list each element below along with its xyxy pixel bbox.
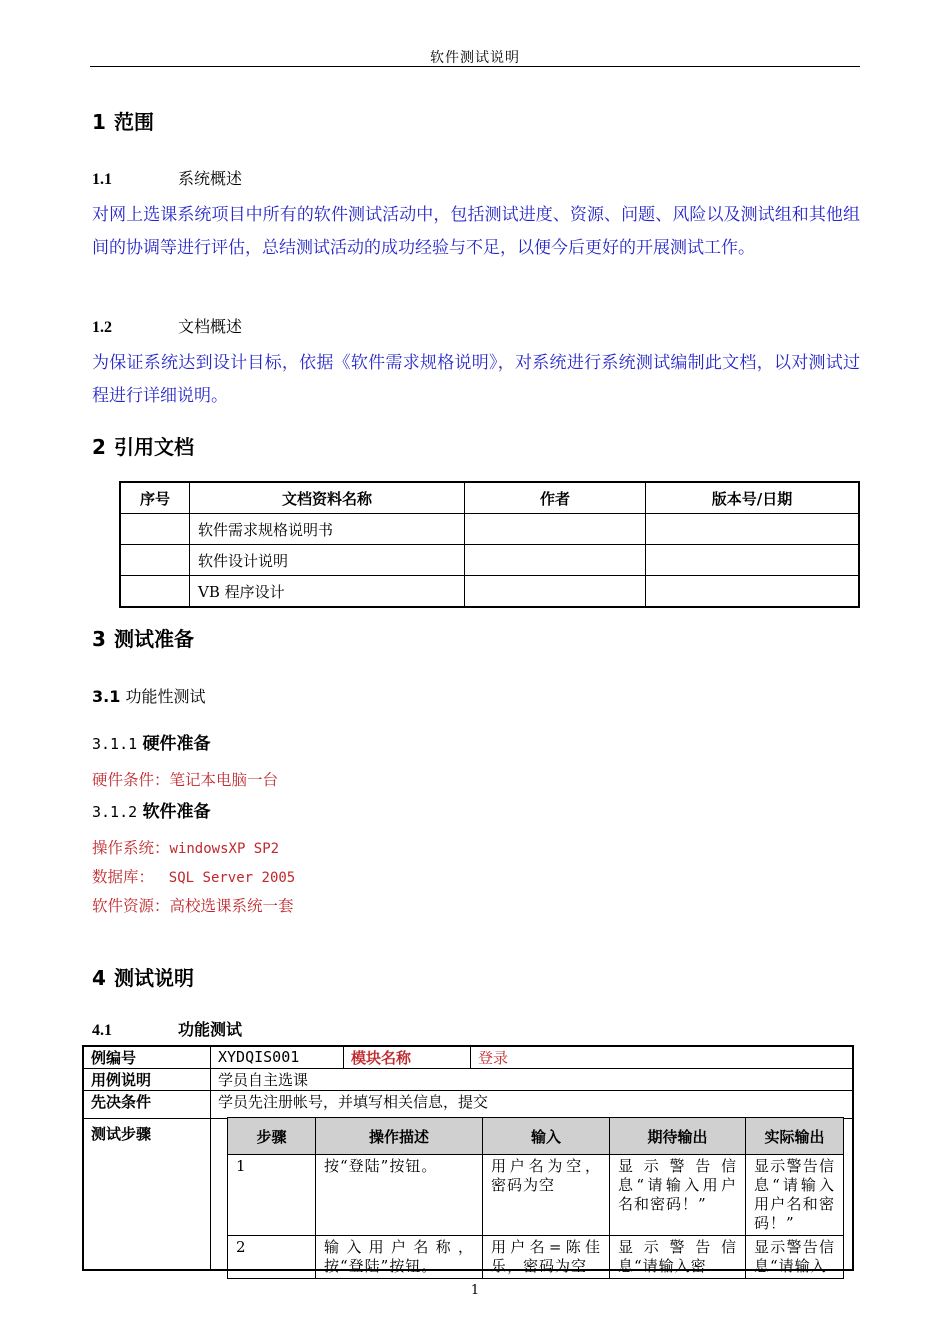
case-id-value: XYDQIS001: [211, 1046, 344, 1069]
case-desc-label: 用例说明: [83, 1069, 211, 1091]
steps-header-row: [228, 1118, 844, 1155]
cell-doc-name: 软件设计说明: [190, 545, 465, 576]
heading-1-number: 1: [92, 110, 106, 134]
step-number: 2: [228, 1236, 316, 1279]
test-steps-table: [227, 1117, 844, 1279]
table-row: [120, 514, 859, 545]
reference-documents-table: [119, 481, 860, 608]
step-number: 1: [228, 1155, 316, 1236]
heading-1-1-number: 1.1: [92, 171, 112, 188]
heading-1: [92, 106, 154, 135]
heading-1-1-title: 系统概述: [178, 169, 243, 188]
step-expected: 显示警告信息“请输入密: [610, 1236, 746, 1279]
col-header-operation: 操作描述: [316, 1118, 483, 1155]
heading-3-1-2-number: 3.1.2: [92, 803, 138, 821]
heading-2: [92, 431, 194, 460]
cell-index: [120, 545, 190, 576]
col-header-input: 输入: [483, 1118, 610, 1155]
os-line: [92, 836, 279, 858]
page-header-title: 软件测试说明: [430, 50, 520, 66]
cell-author: [465, 576, 646, 608]
col-header-doc-name: 文档资料名称: [190, 482, 465, 514]
heading-2-number: 2: [92, 435, 106, 459]
step-actual: 显示警告信息“请输入用户名和密码！”: [746, 1155, 844, 1236]
db-label: 数据库：: [92, 868, 155, 886]
heading-4-1-number: 4.1: [92, 1022, 112, 1039]
col-header-version: 版本号/日期: [646, 482, 860, 514]
os-value: windowsXP SP2: [169, 841, 280, 857]
module-name-label: 模块名称: [344, 1046, 471, 1069]
heading-4-number: 4: [92, 966, 106, 990]
heading-3-number: 3: [92, 627, 106, 651]
step-input: 用户名为空，密码为空: [483, 1155, 610, 1236]
cell-doc-name: 软件需求规格说明书: [190, 514, 465, 545]
heading-4-title: 测试说明: [114, 966, 194, 990]
step-expected: 显示警告信息“请输入用户名和密码！”: [610, 1155, 746, 1236]
module-name-value: 登录: [471, 1046, 854, 1069]
case-desc-row: [83, 1069, 853, 1091]
precondition-value: 学员先注册帐号，并填写相关信息，提交: [211, 1091, 854, 1119]
heading-3-1-title: 功能性测试: [125, 687, 206, 706]
heading-1-title: 范围: [114, 110, 154, 134]
cell-author: [465, 514, 646, 545]
col-header-index: 序号: [120, 482, 190, 514]
col-header-expected: 期待输出: [610, 1118, 746, 1155]
heading-4: [92, 962, 194, 991]
system-overview-text: 对网上选课系统项目中所有的软件测试活动中，包括测试进度、资源、问题、风险以及测试组和其他组间的协调等进行评估，总结测试活动的成功经验与不足，以便今后更好的开展测试工作。: [92, 205, 860, 258]
cell-author: [465, 545, 646, 576]
heading-3-1-number: 3.1: [92, 687, 121, 706]
heading-3-1: [92, 684, 205, 707]
cell-version: [646, 576, 860, 608]
col-header-step: 步骤: [228, 1118, 316, 1155]
header-rule: [90, 66, 860, 67]
heading-1-2-number: 1.2: [92, 319, 112, 336]
step-operation: 输入用户名称，按“登陆”按钮。: [316, 1236, 483, 1279]
heading-3-1-1-title: 硬件准备: [142, 734, 211, 754]
heading-4-1-title: 功能测试: [178, 1020, 243, 1039]
table-row: [120, 576, 859, 608]
col-header-author: 作者: [465, 482, 646, 514]
heading-3-1-2-title: 软件准备: [142, 802, 211, 822]
test-steps-label: 测试步骤: [83, 1119, 211, 1270]
heading-3: [92, 623, 194, 652]
cell-version: [646, 514, 860, 545]
precondition-row: [83, 1091, 853, 1119]
step-operation: 按“登陆”按钮。: [316, 1155, 483, 1236]
cell-version: [646, 545, 860, 576]
db-value: SQL Server 2005: [168, 870, 296, 886]
document-overview-text: 为保证系统达到设计目标，依据《软件需求规格说明》，对系统进行系统测试编制此文档，以对测试过程进行详细说明。: [92, 353, 860, 406]
cell-doc-name: VB 程序设计: [190, 576, 465, 608]
case-id-row: [83, 1046, 853, 1069]
heading-1-2: [92, 314, 242, 337]
heading-3-1-2: [92, 797, 211, 822]
heading-1-1: [92, 166, 242, 189]
table-header-row: [120, 482, 859, 514]
page-number: 1: [470, 1283, 480, 1298]
cell-index: [120, 514, 190, 545]
heading-3-title: 测试准备: [114, 627, 194, 651]
db-line: [92, 865, 295, 887]
case-desc-value: 学员自主选课: [211, 1069, 854, 1091]
cell-index: [120, 576, 190, 608]
table-row: [120, 545, 859, 576]
heading-4-1: [92, 1017, 242, 1040]
heading-2-title: 引用文档: [114, 435, 194, 459]
os-label: 操作系统：: [92, 839, 170, 857]
heading-3-1-1: [92, 729, 211, 754]
hardware-condition: 硬件条件：笔记本电脑一台: [92, 771, 279, 789]
software-resource-line: 软件资源：高校选课系统一套: [92, 897, 294, 915]
col-header-actual: 实际输出: [746, 1118, 844, 1155]
case-id-label: 例编号: [83, 1046, 211, 1069]
precondition-label: 先决条件: [83, 1091, 211, 1119]
heading-1-2-title: 文档概述: [178, 317, 243, 336]
step-actual: 显示警告信息“请输入: [746, 1236, 844, 1279]
step-input: 用户名=陈佳乐，密码为空: [483, 1236, 610, 1279]
heading-3-1-1-number: 3.1.1: [92, 735, 138, 753]
table-row: [228, 1155, 844, 1236]
table-row: [228, 1236, 844, 1279]
